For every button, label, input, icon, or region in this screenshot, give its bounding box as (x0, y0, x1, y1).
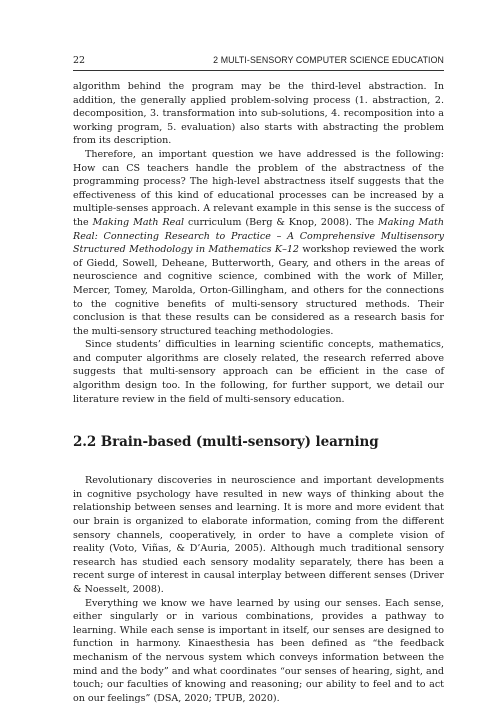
section-heading: 2.2 Brain-based (multi-sensory) learning (73, 434, 379, 451)
italic-title: Making Math Real: Connecting Research to Practice – A Comprehensive Multisensory Structured Methodology in Mathematics K–12 (73, 216, 444, 256)
paragraph: Revolutionary discoveries in neuroscience and important developments in cognitive psychology have resulted in new ways of thinking about the relationship between senses and learning. It is more and more evident that our brain is organized to elaborate information, coming from the different sensory channels, cooperatively, in order to have a complete vision of reality (Voto, Viñas, & D’Auria, 2005). Although much traditional sensory research has studied each sensory modality separately, there has been a recent surge of interest in causal interplay between different senses (Driver & Noesselt, 2008). (73, 475, 444, 595)
header-rule (73, 70, 444, 71)
body-text (73, 80, 444, 705)
page-number: 22 (73, 55, 86, 66)
paragraph: Since students’ difficulties in learning scientific concepts, mathematics, and computer algorithms are closely related, the research referred above suggests that multi-sensory approach can be efficient in the case of algorithm design too. In the following, for further support, we detail our literature review in the field of multi-sensory education. (73, 339, 444, 405)
running-title: 2 MULTI-SENSORY COMPUTER SCIENCE EDUCATION (213, 55, 444, 65)
paragraph-text: workshop reviewed the work of Giedd, Sowell, Deheane, Butterworth, Geary, and others in the areas of neuroscience and cognitive science, combined with the work of Miller, Mercer, Tomey, Marolda, Orton-Gillingham, and others for the connections to the cognitive benefits of multi-sensory structured methods. Their conclusion is that these results can be considered as a research basis for the multi-sensory structured teaching methodologies. (73, 244, 444, 337)
paragraph: Everything we know we have learned by using our senses. Each sense, either singularly or in various combinations, provides a pathway to learning. While each sense is important in itself, our senses are designed to function in harmony. Kinaesthesia has been defined as “the feedback mechanism of the nervous system which conveys information between the mind and the body” and what coordinates “our senses of hearing, sight, and touch; our faculties of knowing and reasoning; our ability to feel and to act on our feelings” (DSA, 2020; TPUB, 2020). (73, 597, 444, 704)
paragraph-text: Therefore, an important question we have addressed is the following: How can CS teachers handle the problem of the abstractness of the programming process? The high-level abstractness itself suggests that the effectiveness of this kind of educational processes can be increased by a multiple-senses approach. A relevant example in this sense is the success of the (73, 148, 444, 228)
italic-title: Making Math Real (92, 216, 185, 228)
paragraph: algorithm behind the program may be the third-level abstraction. In addition, the generally applied problem-solving process (1. abstraction, 2. decomposition, 3. transformation into sub-solutions, 4. recomposition into a working program, 5. evaluation) also starts with abstracting the problem from its description. (73, 81, 444, 147)
paragraph-text: curriculum (Berg & Knop, 2008). The (184, 216, 379, 228)
paragraph (73, 148, 444, 338)
running-header (73, 54, 444, 67)
